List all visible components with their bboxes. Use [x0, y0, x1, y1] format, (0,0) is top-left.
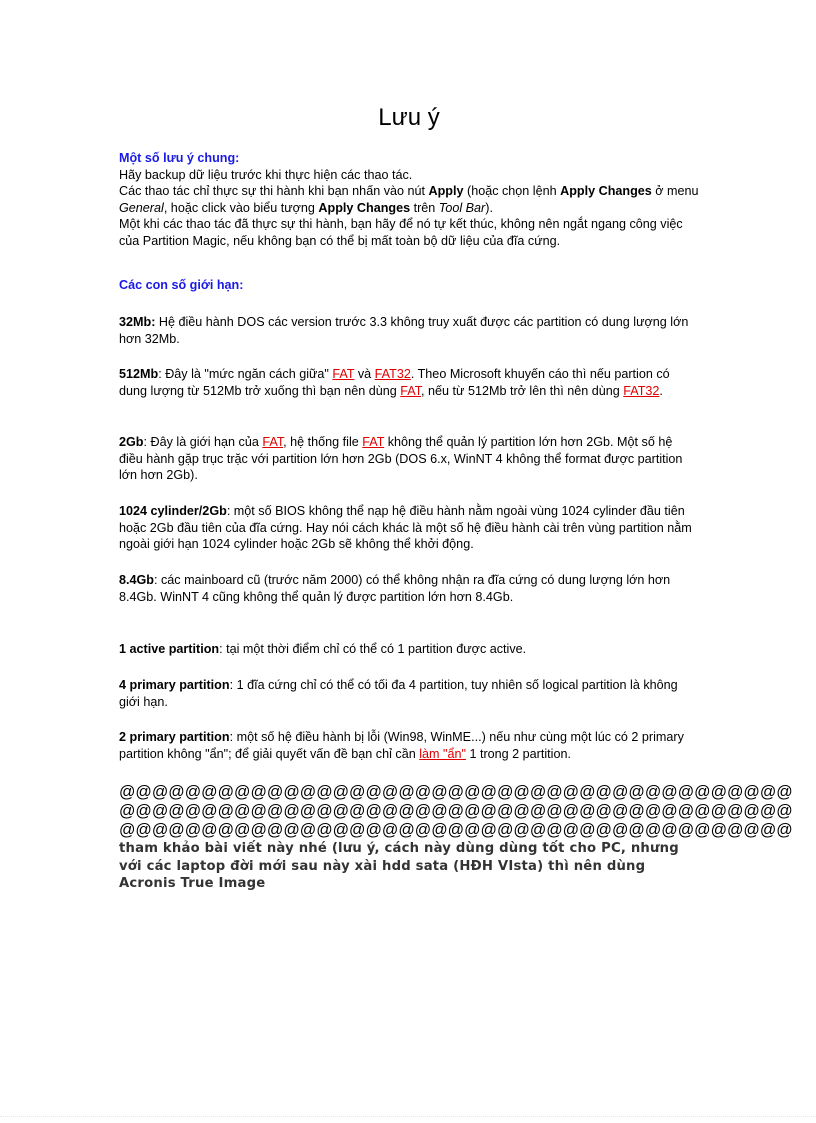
limit-text: : tại một thời điểm chỉ có thể có 1 partition được active.: [219, 642, 527, 656]
limit-1024-cylinder: [119, 503, 699, 553]
limit-label: 1 active partition: [119, 642, 220, 656]
limit-8-4gb: [119, 572, 699, 605]
limit-2gb: [119, 434, 699, 484]
text-run: ).: [485, 200, 493, 215]
limit-active-partition: [119, 641, 699, 658]
apply-changes-term: Apply Changes: [560, 184, 652, 198]
limit-text: : 1 đĩa cứng chỉ có thể có tối đa 4 partition, tuy nhiên số logical partition là không giới hạn.: [119, 678, 678, 709]
limit-32mb: [119, 314, 699, 347]
reference-note: tham khảo bài viết này nhé (lưu ý, cách này dùng dùng tốt cho PC, nhưng với các laptop đời mới sau này xài hdd sata (HĐH VIsta) thì nên dùng Acronis True Image: [119, 841, 679, 891]
limit-label: 4 primary partition: [119, 678, 230, 692]
limit-text: Hệ điều hành DOS các version trước 3.3 không truy xuất được các partition có dung lượng lớn hơn 32Mb.: [119, 315, 689, 346]
limit-label: 1024 cylinder/2Gb: [119, 504, 227, 518]
limit-text: không thể quản lý partition lớn hơn 2Gb. Một số hệ điều hành gặp trục trặc với partition lớn hơn 2Gb (DOS 6.x, WinNT 4 không thể format được partition lớn hơn 2Gb).: [119, 435, 683, 482]
limit-512mb: [119, 366, 699, 399]
apply-term: Apply: [428, 184, 464, 198]
limit-text: : một số BIOS không thể nạp hệ điều hành nằm ngoài vùng 1024 cylinder đầu tiên hoặc 2Gb đầu tiên của đĩa cứng. Hay nói cách khác là một số hệ điều hành cài trên vùng partition nằm ngoài giới hạn 1024 cylinder hoặc 2Gb sẽ không thể khởi động.: [119, 504, 692, 551]
limit-text: . Theo Microsoft khuyến cáo thì nếu partion có dung lượng từ 512Mb trở xuống thì bạn nên dùng: [119, 367, 670, 398]
text-run: trên: [410, 200, 439, 215]
text-run: Các thao tác chỉ thực sự thi hành khi bạn nhấn vào nút: [119, 184, 429, 198]
page-title: Lưu ý: [378, 104, 440, 131]
fat-link[interactable]: FAT: [262, 435, 284, 449]
general-heading: Một số lưu ý chung:: [119, 151, 240, 165]
text-run: (hoặc chọn lệnh: [463, 184, 561, 198]
limit-text: : các mainboard cũ (trước năm 2000) có thể không nhận ra đĩa cứng có dung lượng lớn hơn 8.4Gb. WinNT 4 cũng không thể quản lý được partition lớn hơn 8.4Gb.: [119, 573, 671, 604]
at-line: @@@@@@@@@@@@@@@@@@@@@@@@@@@@@@@@@@@@@@@@@: [119, 802, 793, 820]
at-separator: [119, 783, 793, 840]
general-line-backup: Hãy backup dữ liệu trước khi thực hiện các thao tác.: [119, 167, 413, 182]
general-paragraph-apply: [119, 183, 699, 216]
text-run: , hoặc click vào biểu tượng: [163, 200, 319, 215]
limit-primary-partition: [119, 677, 699, 710]
fat-link[interactable]: FAT: [332, 367, 355, 381]
limit-two-primary: [119, 729, 699, 762]
limit-label: 32Mb:: [119, 315, 156, 329]
page-bottom-border: [0, 1116, 816, 1117]
limit-text: : Đây là "mức ngăn cách giữa": [158, 367, 333, 381]
general-paragraph-warning: Một khi các thao tác đã thực sự thi hành, bạn hãy để nó tự kết thúc, không nên ngắt ngang công việc của Partition Magic, nếu không bạn có thể bị mất toàn bộ dữ liệu của đĩa cứng.: [119, 217, 683, 248]
at-line: @@@@@@@@@@@@@@@@@@@@@@@@@@@@@@@@@@@@@@@@@: [119, 783, 793, 801]
limit-text: , hệ thống file: [283, 435, 363, 449]
limit-text: : một số hệ điều hành bị lỗi (Win98, WinME...) nếu như cùng một lúc có 2 primary partition không "ẩn"; để giải quyết vấn đề bạn chỉ cần: [119, 730, 684, 761]
limit-label: 2 primary partition: [119, 730, 230, 744]
general-notes: [119, 150, 699, 249]
limit-text: 1 trong 2 partition.: [465, 746, 571, 761]
fat-link[interactable]: FAT: [362, 435, 385, 449]
fat32-link[interactable]: FAT32: [623, 383, 660, 398]
at-line: @@@@@@@@@@@@@@@@@@@@@@@@@@@@@@@@@@@@@@@@@: [119, 821, 793, 839]
text-run: ở menu: [651, 184, 699, 198]
fat32-link[interactable]: FAT32: [374, 367, 411, 381]
limit-label: 512Mb: [119, 367, 159, 381]
toolbar-term: Tool Bar: [438, 200, 486, 215]
limit-text: : Đây là giới hạn của: [143, 435, 263, 449]
apply-changes-term: Apply Changes: [318, 200, 411, 215]
limit-text: , nếu từ 512Mb trở lên thì nên dùng: [421, 383, 624, 398]
limit-label: 2Gb: [119, 435, 144, 449]
hide-partition-link[interactable]: làm "ẩn": [419, 746, 466, 761]
general-menu-term: General: [119, 200, 164, 215]
limit-label: 8.4Gb: [119, 573, 154, 587]
limit-text: và: [354, 367, 375, 381]
limits-heading: Các con số giới hạn:: [119, 278, 244, 292]
limit-text: .: [659, 383, 663, 398]
fat-link[interactable]: FAT: [400, 383, 422, 398]
